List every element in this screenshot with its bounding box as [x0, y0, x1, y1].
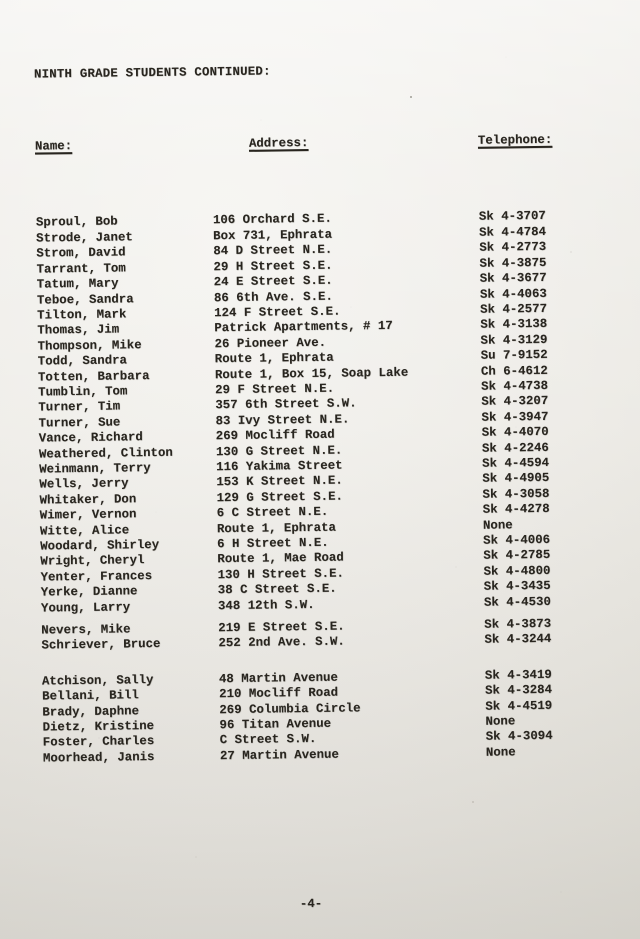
student-phone: Sk 4-4063 [479, 286, 547, 302]
student-phone: Sk 4-3207 [481, 394, 549, 410]
student-phone: Sk 4-3435 [483, 579, 551, 594]
student-address: Box 731, Ephrata [213, 227, 333, 244]
student-address: 86 6th Ave. S.E. [213, 289, 333, 305]
student-name: Turner, Tim [38, 399, 121, 415]
student-phone: Sk 4-4530 [483, 594, 551, 610]
student-phone: Sk 4-2577 [480, 301, 548, 317]
student-name: Schriever, Bruce [41, 637, 161, 653]
column-header-telephone: Telephone: [477, 132, 553, 148]
student-section [8, 616, 640, 655]
student-phone: Sk 4-3244 [484, 632, 552, 648]
student-address: 210 Mocliff Road [219, 685, 339, 702]
student-address: 24 E Street S.E. [213, 273, 333, 290]
student-address: 129 G Street S.E. [216, 489, 344, 505]
student-table [3, 208, 640, 767]
student-address: C Street S.W. [219, 732, 317, 748]
student-name: Atchison, Sally [41, 672, 154, 689]
student-name: Tatum, Mary [36, 276, 119, 292]
column-header-address-wrap [212, 134, 478, 153]
student-address: 153 K Street N.E. [216, 473, 343, 490]
student-address: 26 Pioneer Ave. [214, 335, 327, 351]
student-name: Teboe, Sandra [36, 291, 134, 308]
student-phone: Sk 4-3284 [484, 683, 553, 698]
student-section [3, 208, 640, 617]
page-number: -4- [299, 896, 323, 912]
student-name: Yenter, Frances [40, 568, 153, 585]
student-phone: Sk 4-3138 [480, 317, 548, 333]
student-phone: Sk 4-3873 [484, 616, 552, 632]
student-address: 27 Martin Avenue [219, 747, 339, 764]
student-name: Dietz, Kristine [42, 719, 155, 735]
student-name: Yerke, Dianne [40, 584, 138, 600]
student-name: Wells, Jerry [39, 476, 129, 492]
student-name: Vance, Richard [38, 430, 143, 446]
student-section [9, 666, 640, 767]
column-header-address: Address: [248, 135, 309, 151]
student-name: Thomas, Jim [37, 322, 120, 338]
column-header-name-wrap [35, 137, 212, 155]
student-address: 252 2nd Ave. S.W. [218, 634, 345, 651]
student-name: Thompson, Mike [37, 337, 142, 354]
student-name: Brady, Daphne [42, 703, 140, 720]
student-phone: Sk 4-4519 [485, 698, 553, 714]
student-name: Foster, Charles [42, 734, 155, 750]
student-address: 116 Yakima Street [216, 458, 343, 475]
student-name: Whitaker, Don [39, 492, 137, 508]
student-address: 29 F Street N.E. [215, 381, 335, 398]
student-name: Wimer, Vernon [39, 507, 137, 523]
student-address: Patrick Apartments, # 17 [214, 319, 393, 336]
student-name: Turner, Sue [38, 415, 121, 431]
student-phone: Sk 4-4070 [481, 425, 549, 440]
student-phone: Sk 4-3677 [479, 270, 547, 286]
student-name: Totten, Barbara [37, 368, 150, 385]
student-name: Wright, Cheryl [40, 553, 145, 569]
student-name: Weathered, Clinton [38, 445, 173, 462]
student-name: Todd, Sandra [37, 353, 128, 369]
student-address: 84 D Street N.E. [213, 242, 333, 259]
student-address: Route 1, Ephrata [216, 520, 337, 536]
student-name: Strom, David [36, 245, 126, 261]
student-address: 357 6th Street S.W. [215, 396, 357, 413]
student-name: Tumblin, Tom [38, 384, 128, 400]
student-address: 106 Orchard S.E. [212, 212, 332, 228]
student-phone: Su 7-9152 [480, 347, 548, 363]
column-headers [2, 131, 640, 155]
student-address: Route 1, Ephrata [214, 350, 334, 367]
student-phone: Sk 4-4006 [483, 532, 551, 548]
student-address: 348 12th S.W. [217, 597, 315, 613]
column-header-telephone-wrap [478, 131, 640, 149]
student-name: Sproul, Bob [35, 214, 118, 231]
student-phone: Sk 4-3058 [482, 486, 550, 502]
student-phone: Sk 4-4278 [482, 502, 550, 517]
student-address: 83 Ivy Street N.E. [215, 412, 350, 428]
student-address: 130 H Street S.E. [217, 566, 345, 583]
student-address: 96 Titan Avenue [219, 716, 332, 733]
student-phone: None [482, 517, 513, 533]
student-phone: None [485, 714, 516, 729]
student-phone: Sk 4-3875 [479, 255, 547, 271]
student-address: 6 C Street N.E. [216, 504, 329, 521]
student-address: 29 H Street S.E. [213, 258, 333, 274]
student-phone: Sk 4-3419 [484, 667, 552, 683]
student-address: Route 1, Mae Road [217, 550, 344, 567]
student-address: 269 Columbia Circle [219, 700, 361, 717]
student-name: Tarrant, Tom [36, 261, 126, 277]
student-phone: Sk 4-4800 [483, 563, 551, 579]
student-phone: Sk 4-2785 [483, 548, 551, 564]
student-name: Nevers, Mike [41, 622, 131, 638]
student-name: Witte, Alice [39, 522, 130, 539]
student-phone: Sk 4-3947 [481, 409, 549, 425]
student-phone: Sk 4-4784 [478, 224, 547, 240]
student-phone: Sk 4-4594 [482, 455, 550, 471]
student-address: Route 1, Box 15, Soap Lake [214, 365, 409, 382]
student-phone: Sk 4-3707 [478, 209, 546, 225]
student-address: 124 F Street S.E. [214, 304, 341, 321]
student-phone: Sk 4-4738 [481, 378, 549, 394]
student-phone: Ch 6-4612 [480, 363, 548, 379]
student-address: 219 E Street S.E. [218, 619, 345, 636]
student-name: Bellani, Bill [42, 688, 139, 704]
student-address: 130 G Street N.E. [215, 443, 343, 459]
student-name: Weinmann, Terry [39, 461, 151, 477]
student-phone: Sk 4-2773 [479, 240, 547, 256]
student-address: 48 Martin Avenue [218, 670, 338, 687]
page-title: NINTH GRADE STUDENTS CONTINUED: [33, 64, 271, 82]
student-phone: Sk 4-2246 [481, 440, 549, 456]
student-name: Young, Larry [40, 599, 131, 616]
student-name: Moorhead, Janis [42, 749, 155, 766]
student-name: Strode, Janet [36, 230, 133, 246]
student-phone: Sk 4-4905 [482, 471, 550, 487]
column-header-name: Name: [34, 138, 73, 154]
student-phone: None [485, 745, 516, 760]
student-phone: Sk 4-3094 [485, 729, 553, 745]
student-name: Tilton, Mark [37, 307, 127, 323]
student-address: 38 C Street S.E. [217, 581, 337, 598]
student-name: Woodard, Shirley [40, 537, 160, 554]
student-phone: Sk 4-3129 [480, 332, 548, 348]
student-address: 6 H Street N.E. [217, 535, 329, 552]
student-address: 269 Mocliff Road [215, 427, 335, 444]
